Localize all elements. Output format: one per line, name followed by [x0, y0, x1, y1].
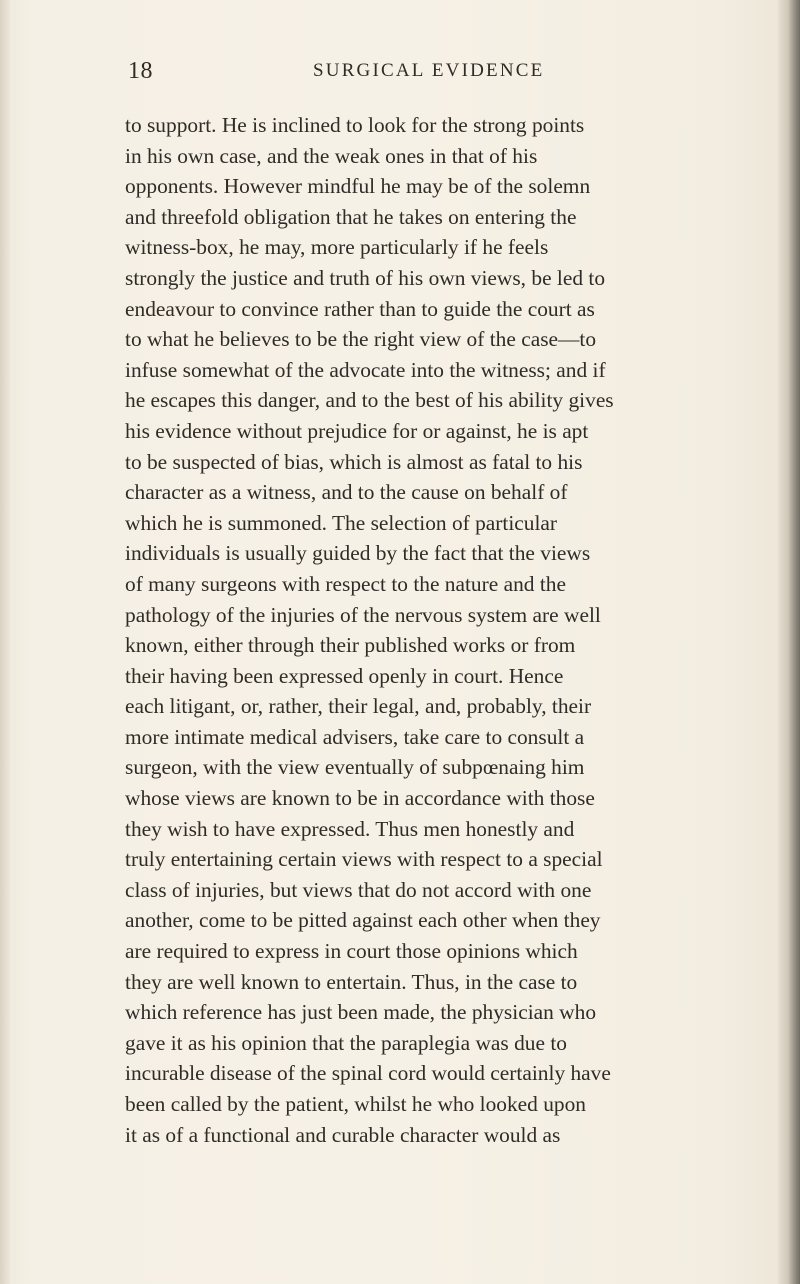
- text-line: they wish to have expressed. Thus men honestly and: [125, 816, 575, 841]
- text-line: which reference has just been made, the physician who: [125, 1000, 597, 1025]
- text-line: their having been expressed openly in court. Hence: [125, 663, 564, 688]
- text-line: whose views are known to be in accordance with those: [125, 786, 595, 811]
- text-line: infuse somewhat of the advocate into the witness; and if: [125, 357, 606, 382]
- text-line: another, come to be pitted against each other when they: [125, 908, 601, 933]
- text-line: to be suspected of bias, which is almost as fatal to his: [125, 449, 583, 474]
- page-number: 18: [128, 58, 153, 84]
- text-line: surgeon, with the view eventually of subpœnaing him: [125, 755, 585, 780]
- text-line: it as of a functional and curable character would as: [125, 1122, 561, 1147]
- text-line: endeavour to convince rather than to guide the court as: [125, 296, 595, 321]
- text-line: his evidence without prejudice for or against, he is apt: [125, 418, 589, 443]
- text-line: each litigant, or, rather, their legal, and, probably, their: [125, 694, 592, 719]
- text-line: incurable disease of the spinal cord would certainly have: [125, 1061, 611, 1086]
- text-line: he escapes this danger, and to the best of his ability gives: [125, 388, 614, 413]
- body-text: [125, 110, 695, 1150]
- running-title: SURGICAL EVIDENCE: [313, 60, 545, 81]
- text-line: and threefold obligation that he takes on entering the: [125, 204, 577, 229]
- text-line: character as a witness, and to the cause on behalf of: [125, 480, 568, 505]
- text-line: truly entertaining certain views with respect to a special: [125, 847, 603, 872]
- page-header: [128, 58, 698, 94]
- text-line: class of injuries, but views that do not accord with one: [125, 877, 592, 902]
- page-gutter: [0, 0, 10, 1284]
- text-line: gave it as his opinion that the paraplegia was due to: [125, 1030, 567, 1055]
- text-line: pathology of the injuries of the nervous system are well: [125, 602, 601, 627]
- text-line: are required to express in court those opinions which: [125, 939, 578, 964]
- text-line: more intimate medical advisers, take care to consult a: [125, 724, 585, 749]
- text-line: witness-box, he may, more particularly if he feels: [125, 235, 549, 260]
- text-line: they are well known to entertain. Thus, in the case to: [125, 969, 578, 994]
- text-line: individuals is usually guided by the fact that the views: [125, 541, 591, 566]
- text-line: to what he believes to be the right view of the case—to: [125, 327, 597, 352]
- text-line: in his own case, and the weak ones in that of his: [125, 143, 538, 168]
- page-edge-shadow: [778, 0, 800, 1284]
- text-line: which he is summoned. The selection of particular: [125, 510, 558, 535]
- text-line: of many surgeons with respect to the nature and the: [125, 571, 566, 596]
- text-line: to support. He is inclined to look for the strong points: [125, 113, 585, 137]
- text-line: known, either through their published works or from: [125, 633, 576, 658]
- text-line: strongly the justice and truth of his own views, be led to: [125, 265, 606, 290]
- text-line: been called by the patient, whilst he who looked upon: [125, 1092, 586, 1116]
- text-line: opponents. However mindful he may be of the solemn: [125, 174, 591, 199]
